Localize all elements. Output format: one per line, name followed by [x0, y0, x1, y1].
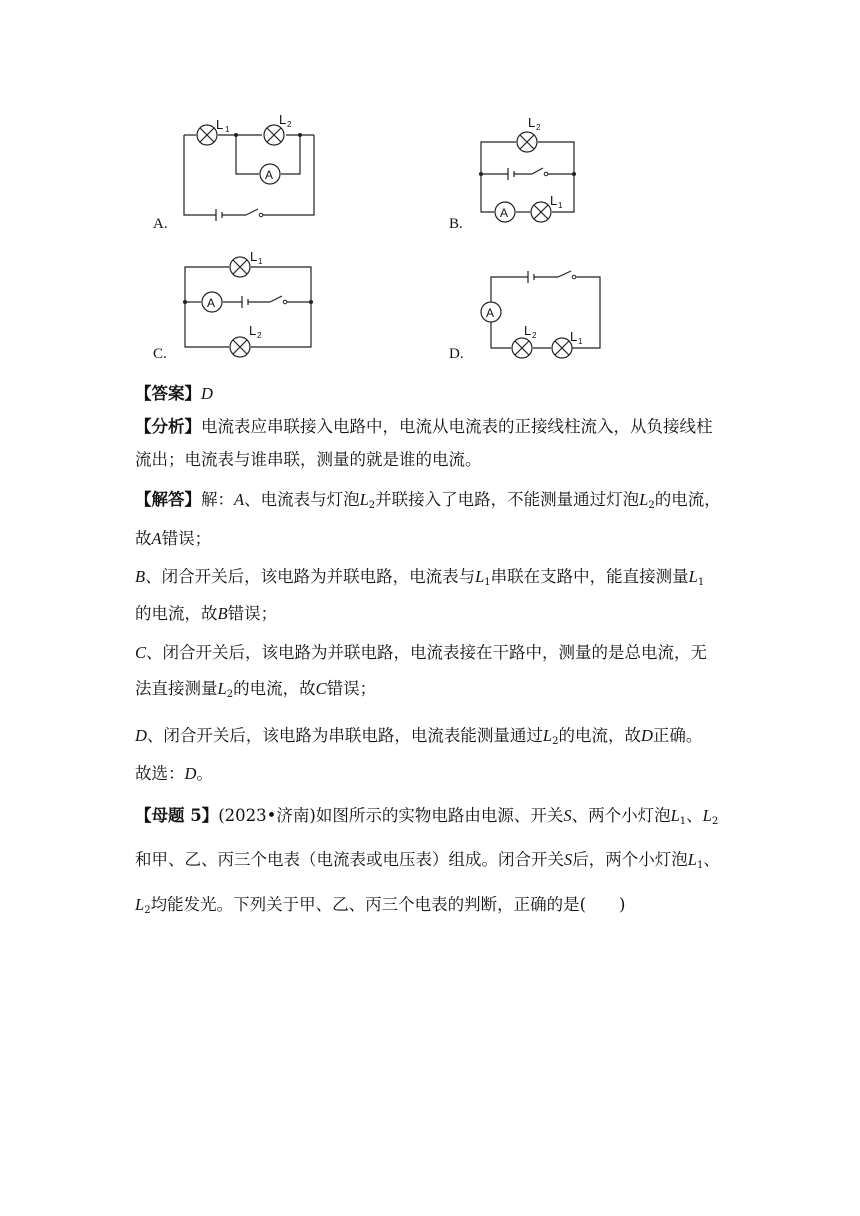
lamp-l1	[230, 257, 250, 277]
solution-line-7: D、闭合开关后，该电路为串联电路，电流表能测量通过$L_2$的电流，故D正确。	[135, 726, 703, 747]
solution-line-3: B、闭合开关后，该电路为并联电路，电流表与$L_1$串联在支路中，能直接测量$L_1$	[135, 567, 705, 588]
ammeter	[260, 164, 280, 184]
lamp-l1-sub: 1	[558, 201, 563, 210]
question-line-2: 和甲、乙、丙三个电表（电流表或电压表）组成。闭合开关S后，两个小灯泡$L_1$、	[135, 850, 720, 871]
solution-line-2: 故A错误；	[135, 529, 212, 548]
analysis-line-1: 【分析】电流表应串联接入电路中，电流从电流表的正接线柱流入，从负接线柱	[135, 417, 713, 436]
circuit-b-diagram	[476, 112, 606, 222]
battery	[216, 209, 246, 221]
battery	[508, 168, 514, 180]
solution-line-8: 故选：D。	[135, 764, 213, 783]
lamp-l2-label: L	[279, 112, 287, 127]
question-line-1: 【母题 5】(2023•济南)如图所示的实物电路由电源、开关S、两个小灯泡$L_1$、$L_2$	[135, 806, 719, 827]
svg-text:A: A	[486, 306, 495, 320]
solution-line-1: 【解答】解：A、电流表与灯泡$L_2$并联接入了电路，不能测量通过灯泡$L_2$的电流，	[135, 490, 721, 511]
battery	[528, 271, 558, 283]
lamp-l2-label: L	[249, 323, 257, 338]
option-a-label: A.	[153, 216, 168, 232]
circuit-d-diagram	[478, 264, 628, 364]
lamp-l2	[517, 132, 537, 152]
option-d-label: D.	[449, 346, 464, 362]
lamp-l2-sub: 2	[257, 331, 262, 340]
switch	[270, 296, 287, 304]
lamp-l1-sub: 1	[578, 337, 583, 346]
svg-text:A: A	[500, 206, 509, 220]
lamp-l2	[230, 337, 250, 357]
switch	[246, 209, 263, 217]
lamp-l2-sub: 2	[287, 120, 292, 129]
ammeter	[202, 292, 222, 312]
lamp-l2	[264, 125, 284, 145]
lamp-l1	[197, 125, 217, 145]
analysis-line-2: 流出；电流表与谁串联，测量的就是谁的电流。	[135, 450, 482, 469]
switch	[558, 271, 576, 279]
solution-line-6: 法直接测量$L_2$的电流，故C错误；	[135, 679, 377, 700]
answer-line: 【答案】D	[135, 384, 213, 403]
question-line-3: $L_2$均能发光。下列关于甲、乙、丙三个电表的判断，正确的是( )	[135, 895, 626, 916]
lamp-l1-label: L	[550, 193, 558, 208]
switch	[532, 168, 548, 176]
option-b-label: B.	[449, 216, 463, 232]
lamp-l1	[531, 202, 551, 222]
svg-text:A: A	[265, 168, 274, 182]
solution-line-4: 的电流，故B错误；	[135, 604, 278, 623]
battery	[242, 296, 248, 308]
lamp-l2-label: L	[528, 115, 536, 130]
circuit-c-diagram	[180, 250, 330, 360]
lamp-l2	[512, 338, 532, 358]
lamp-l2-label: L	[524, 323, 532, 338]
lamp-l1-sub: 1	[258, 257, 263, 266]
lamp-l1-label: L	[250, 249, 258, 264]
lamp-l1-label: L	[216, 117, 224, 132]
lamp-l1-sub: 1	[225, 125, 230, 134]
option-c-label: C.	[153, 346, 167, 362]
ammeter	[481, 302, 501, 322]
solution-line-5: C、闭合开关后，该电路为并联电路，电流表接在干路中，测量的是总电流，无	[135, 643, 708, 662]
ammeter	[495, 202, 515, 222]
lamp-l1-label: L	[570, 329, 578, 344]
svg-text:A: A	[207, 296, 216, 310]
lamp-l2-sub: 2	[536, 123, 541, 132]
lamp-l1	[552, 338, 572, 358]
circuit-a-diagram	[176, 108, 336, 228]
lamp-l2-sub: 2	[532, 331, 537, 340]
